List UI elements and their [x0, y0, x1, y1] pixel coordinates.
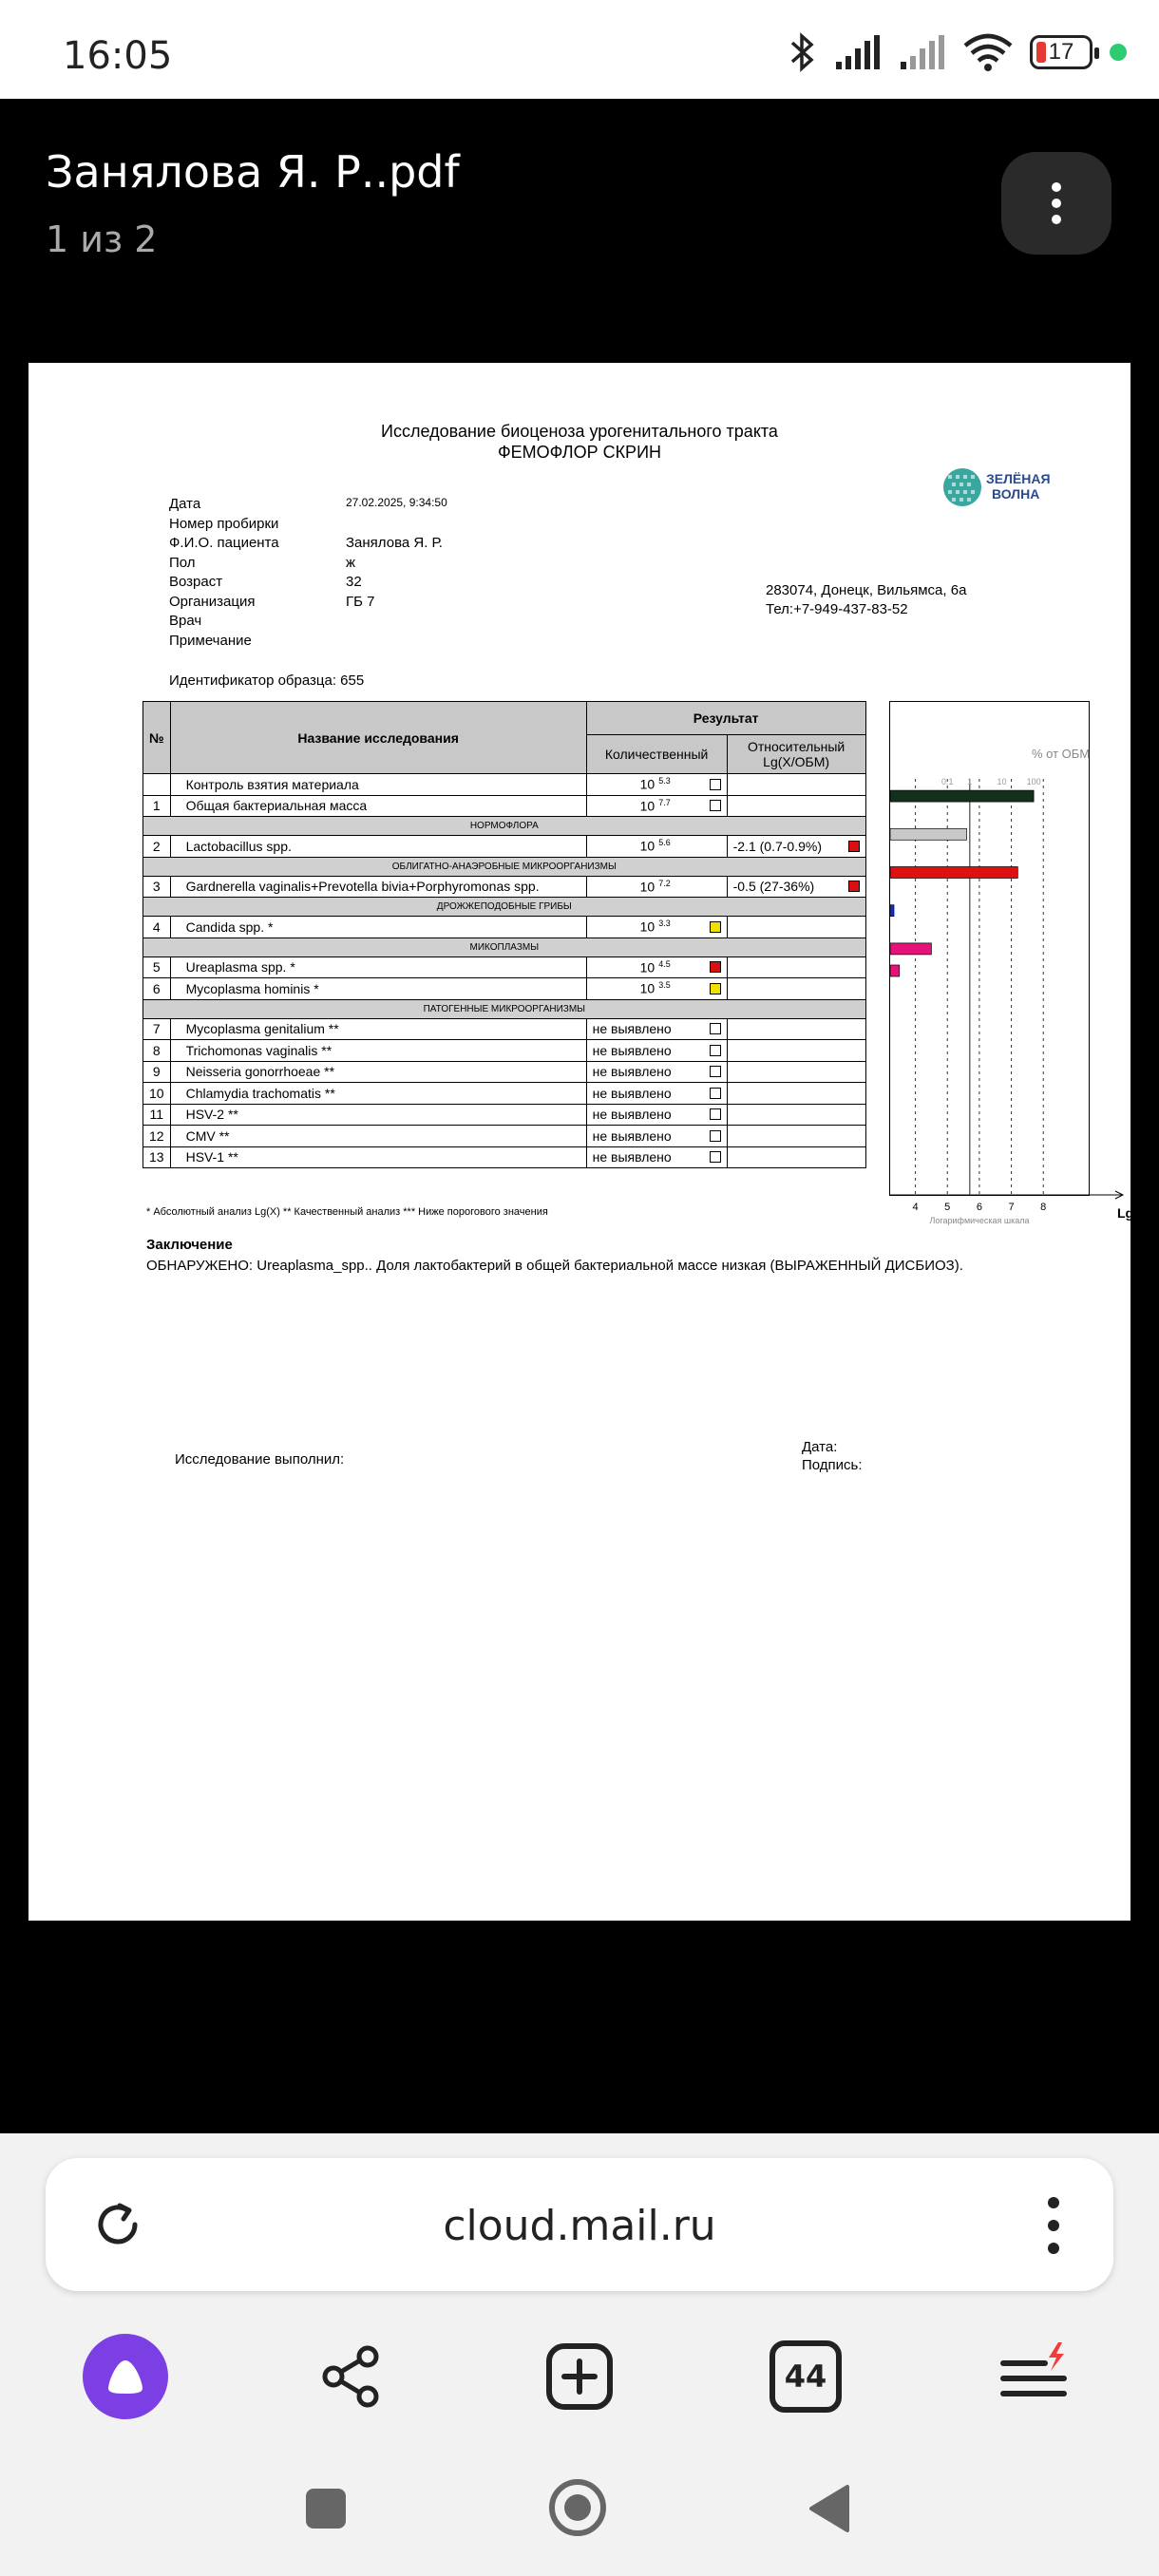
signal-icon [834, 33, 882, 71]
share-button[interactable] [306, 2331, 397, 2422]
recents-button[interactable] [306, 2489, 346, 2529]
x-tick-label: 5 [944, 1202, 951, 1213]
quant-cell [586, 876, 727, 898]
document-title: Занялова Я. Р..pdf [46, 146, 460, 198]
share-icon [318, 2343, 385, 2410]
chart-bar [890, 905, 894, 917]
report-title: Исследование биоценоза урогенитального тракта [381, 422, 778, 441]
log-scale-chart [889, 701, 1134, 1225]
table-row [143, 1061, 866, 1083]
x-tick-label: 6 [976, 1202, 982, 1213]
date-label: Дата: [802, 1439, 838, 1455]
home-icon [564, 2494, 591, 2521]
result-marker [710, 800, 721, 811]
conclusion-text: ОБНАРУЖЕНО: Ureaplasma_spp.. Доля лактобактерий в общей бактериальной массе низкая (ВЫРАЖЕННЫЙ ДИСБИОЗ). [146, 1258, 963, 1274]
lab-phone: Тел:+7-949-437-83-52 [766, 601, 908, 617]
patient-info [169, 496, 447, 652]
system-navigation [0, 2470, 1159, 2546]
lab-address-block [766, 581, 966, 619]
table-row [143, 917, 866, 938]
row-number: 6 [143, 978, 171, 1000]
quant-base: 10 [639, 981, 656, 997]
result-marker [710, 983, 721, 994]
row-number: 4 [143, 917, 171, 938]
info-label: Организация [169, 593, 256, 610]
info-row [169, 555, 447, 575]
info-label: Дата [169, 496, 201, 512]
test-name: Контроль взятия материала [170, 774, 586, 796]
info-value: 32 [346, 574, 362, 590]
test-name: Mycoplasma genitalium ** [170, 1018, 586, 1040]
top-tick-label: 0.1 [940, 777, 954, 786]
bluetooth-icon [787, 32, 817, 72]
back-button[interactable] [808, 2483, 851, 2534]
test-name: CMV ** [170, 1126, 586, 1147]
tabs-icon [770, 2340, 842, 2413]
new-tab-button[interactable] [534, 2331, 625, 2422]
signal-weak-icon [899, 33, 946, 71]
quant-cell [586, 1146, 727, 1168]
table-row [143, 978, 866, 1000]
result-marker [710, 1151, 721, 1163]
info-label: Врач [169, 613, 202, 629]
address-bar[interactable] [46, 2158, 1113, 2291]
status-icons [787, 28, 1127, 76]
row-number [143, 774, 171, 796]
quant-base: 10 [639, 919, 656, 936]
section-row [143, 857, 866, 876]
lab-logo-icon [940, 465, 984, 509]
quant-exponent: 5.3 [658, 776, 671, 786]
logo-line-1: ЗЕЛЁНАЯ [986, 471, 1051, 486]
section-label: ОБЛИГАТНО-АНАЭРОБНЫЕ МИКРООРГАНИЗМЫ [143, 857, 866, 876]
x-tick-label: 8 [1040, 1202, 1047, 1213]
pdf-page[interactable] [28, 363, 1134, 1921]
table-row [143, 957, 866, 978]
menu-icon [996, 2339, 1072, 2415]
qual-result: не выявлено [592, 1042, 672, 1058]
clock: 16:05 [63, 34, 173, 78]
quant-cell [586, 795, 727, 817]
qual-result: не выявлено [592, 1127, 672, 1144]
col-name-header: Название исследования [170, 702, 586, 774]
more-options-button[interactable] [1001, 152, 1112, 255]
info-label: Пол [169, 554, 196, 571]
quant-cell [586, 1083, 727, 1105]
section-row [143, 898, 866, 917]
quant-exponent: 5.6 [658, 838, 671, 848]
rel-cell [727, 795, 865, 817]
quant-base: 10 [639, 879, 656, 895]
section-row [143, 938, 866, 957]
top-tick-label: 100 [1026, 777, 1041, 786]
quant-cell [586, 1040, 727, 1062]
table-row [143, 1083, 866, 1105]
rel-cell [727, 1146, 865, 1168]
quant-cell [586, 1104, 727, 1126]
rel-cell [727, 1061, 865, 1083]
test-name: Candida spp. * [170, 917, 586, 938]
chart-bar [890, 965, 900, 976]
info-label: Возраст [169, 574, 223, 590]
quant-value [593, 798, 671, 814]
report-subtitle: ФЕМОФЛОР СКРИН [497, 443, 662, 462]
alice-button[interactable] [80, 2331, 171, 2422]
rel-cell [727, 1018, 865, 1040]
rel-cell [727, 917, 865, 938]
quant-value [593, 980, 671, 996]
chart-bar [890, 828, 966, 840]
privacy-indicator-icon [1110, 44, 1127, 61]
section-row [143, 817, 866, 836]
menu-button[interactable] [988, 2331, 1079, 2422]
table-row [143, 1104, 866, 1126]
quant-cell [586, 836, 727, 858]
rel-cell [727, 774, 865, 796]
rel-cell [727, 876, 865, 898]
quant-value [593, 879, 671, 895]
info-value: 27.02.2025, 9:34:50 [346, 496, 447, 509]
test-name: Gardnerella vaginalis+Prevotella bivia+Porphyromonas spp. [170, 876, 586, 898]
section-label: МИКОПЛАЗМЫ [143, 938, 866, 957]
x-axis-caption: Логарифмическая шкала [929, 1216, 1030, 1225]
info-value: Занялова Я. Р. [346, 535, 443, 551]
quant-cell [586, 1061, 727, 1083]
more-vertical-icon [1047, 2196, 1060, 2255]
row-number: 11 [143, 1104, 171, 1126]
tabs-count: 44 [784, 2358, 827, 2395]
quant-value [593, 919, 671, 935]
battery-icon [1030, 35, 1092, 69]
qual-result: не выявлено [592, 1149, 672, 1165]
quant-exponent: 4.5 [658, 958, 671, 969]
test-name: Lactobacillus spp. [170, 836, 586, 858]
test-name: Mycoplasma hominis * [170, 978, 586, 1000]
table-row [143, 774, 866, 796]
rel-cell [727, 1083, 865, 1105]
quant-cell [586, 1126, 727, 1147]
row-number: 10 [143, 1083, 171, 1105]
chart-bar [890, 867, 1017, 879]
section-label: ПАТОГЕННЫЕ МИКРООРГАНИЗМЫ [143, 999, 866, 1018]
add-icon [545, 2342, 614, 2411]
top-tick-label: 10 [997, 777, 1007, 786]
browser-toolbar [0, 2331, 1159, 2422]
test-name: Neisseria gonorrhoeae ** [170, 1061, 586, 1083]
home-button[interactable] [549, 2479, 606, 2536]
quant-base: 10 [639, 839, 656, 855]
date-signature-block [802, 1438, 863, 1474]
quant-cell [586, 774, 727, 796]
quant-value [593, 959, 671, 975]
quant-value [593, 776, 671, 792]
url-text[interactable]: cloud.mail.ru [443, 2202, 716, 2250]
result-marker [710, 1066, 721, 1077]
chart-svg [889, 701, 1134, 1225]
rel-cell [727, 1104, 865, 1126]
alice-icon [83, 2334, 168, 2419]
test-name: Общая бактериальная масса [170, 795, 586, 817]
status-bar [0, 0, 1159, 99]
quant-exponent: 3.3 [658, 919, 671, 929]
info-row [169, 496, 447, 516]
row-number: 7 [143, 1018, 171, 1040]
quant-cell [586, 1018, 727, 1040]
info-row [169, 535, 447, 555]
chart-bar [890, 943, 931, 955]
info-row [169, 516, 447, 536]
info-row [169, 633, 447, 653]
tabs-button[interactable] [760, 2331, 851, 2422]
result-marker [710, 921, 721, 933]
quant-exponent: 7.2 [658, 878, 671, 888]
quant-exponent: 3.5 [658, 980, 671, 991]
info-row [169, 574, 447, 594]
col-num-header: № [143, 702, 171, 774]
result-marker [710, 961, 721, 973]
info-label: Примечание [169, 632, 252, 649]
x-tick-label: 7 [1008, 1202, 1015, 1213]
conclusion-title: Заключение [146, 1237, 233, 1253]
table-row [143, 1040, 866, 1062]
rel-cell [727, 836, 865, 858]
result-marker [848, 841, 860, 852]
rel-cell [727, 978, 865, 1000]
results-table [142, 701, 866, 1168]
result-marker [710, 1130, 721, 1142]
quant-cell [586, 978, 727, 1000]
col-result-header: Результат [586, 702, 865, 735]
table-row [143, 1018, 866, 1040]
info-label: Ф.И.О. пациента [169, 535, 279, 551]
rel-cell [727, 1040, 865, 1062]
footnote: * Абсолютный анализ Lg(X) ** Качественный анализ *** Ниже порогового значения [146, 1206, 548, 1218]
chart-bar [890, 790, 1034, 802]
col-rel-header: Относительный Lg(X/ОБМ) [727, 734, 865, 773]
test-name: Chlamydia trachomatis ** [170, 1083, 586, 1105]
quant-value [593, 838, 671, 854]
row-number: 1 [143, 795, 171, 817]
row-number: 12 [143, 1126, 171, 1147]
result-marker [710, 1045, 721, 1056]
qual-result: не выявлено [592, 1085, 672, 1101]
rel-cell [727, 1126, 865, 1147]
rel-value: -2.1 (0.7-0.9%) [732, 838, 822, 854]
qual-result: не выявлено [592, 1107, 672, 1123]
quant-cell [586, 957, 727, 978]
quant-cell [586, 917, 727, 938]
result-marker [710, 1088, 721, 1099]
table-row [143, 1126, 866, 1147]
test-name: HSV-1 ** [170, 1146, 586, 1168]
top-tick-label: 1 [967, 777, 973, 786]
battery-level: 17 [1048, 39, 1074, 65]
test-name: HSV-2 ** [170, 1104, 586, 1126]
row-number: 3 [143, 876, 171, 898]
info-row [169, 613, 447, 633]
sample-id: Идентификатор образца: 655 [169, 672, 365, 689]
quant-base: 10 [639, 959, 656, 975]
more-vertical-icon [1050, 181, 1063, 225]
quant-exponent: 7.7 [658, 797, 671, 807]
x-tick-label: 4 [912, 1202, 919, 1213]
quant-base: 10 [639, 777, 656, 793]
result-marker [710, 1023, 721, 1034]
row-number: 8 [143, 1040, 171, 1062]
row-number: 9 [143, 1061, 171, 1083]
col-quant-header: Количественный [586, 734, 727, 773]
row-number: 13 [143, 1146, 171, 1168]
info-value: ГБ 7 [346, 593, 375, 610]
section-label: НОРМОФЛОРА [143, 817, 866, 836]
quant-base: 10 [639, 798, 656, 814]
section-label: ДРОЖЖЕПОДОБНЫЕ ГРИБЫ [143, 898, 866, 917]
section-row [143, 999, 866, 1018]
info-label: Номер пробирки [169, 515, 279, 532]
result-marker [710, 1108, 721, 1120]
lab-address: 283074, Донецк, Вильямса, 6а [766, 582, 967, 598]
viewer-header [0, 99, 1159, 361]
wifi-icon [963, 32, 1013, 72]
lab-logo [940, 465, 1074, 511]
signature-label: Подпись: [802, 1457, 863, 1473]
logo-line-2: ВОЛНА [992, 486, 1040, 502]
info-row [169, 594, 447, 614]
table-row [143, 795, 866, 817]
x-axis-label: Lg [1117, 1205, 1134, 1221]
top-scale-label: % от ОБМ [1032, 747, 1091, 761]
url-more-button[interactable] [1047, 2196, 1060, 2260]
page-indicator: 1 из 2 [46, 218, 158, 260]
table-row [143, 876, 866, 898]
qual-result: не выявлено [592, 1021, 672, 1037]
result-marker [710, 779, 721, 790]
test-name: Ureaplasma spp. * [170, 957, 586, 978]
result-marker [848, 881, 860, 892]
rel-value: -0.5 (27-36%) [732, 879, 815, 895]
row-number: 5 [143, 957, 171, 978]
performed-by: Исследование выполнил: [175, 1451, 345, 1468]
info-value: ж [346, 554, 356, 571]
test-name: Trichomonas vaginalis ** [170, 1040, 586, 1062]
table-row [143, 836, 866, 858]
table-row [143, 1146, 866, 1168]
rel-cell [727, 957, 865, 978]
row-number: 2 [143, 836, 171, 858]
qual-result: не выявлено [592, 1064, 672, 1080]
